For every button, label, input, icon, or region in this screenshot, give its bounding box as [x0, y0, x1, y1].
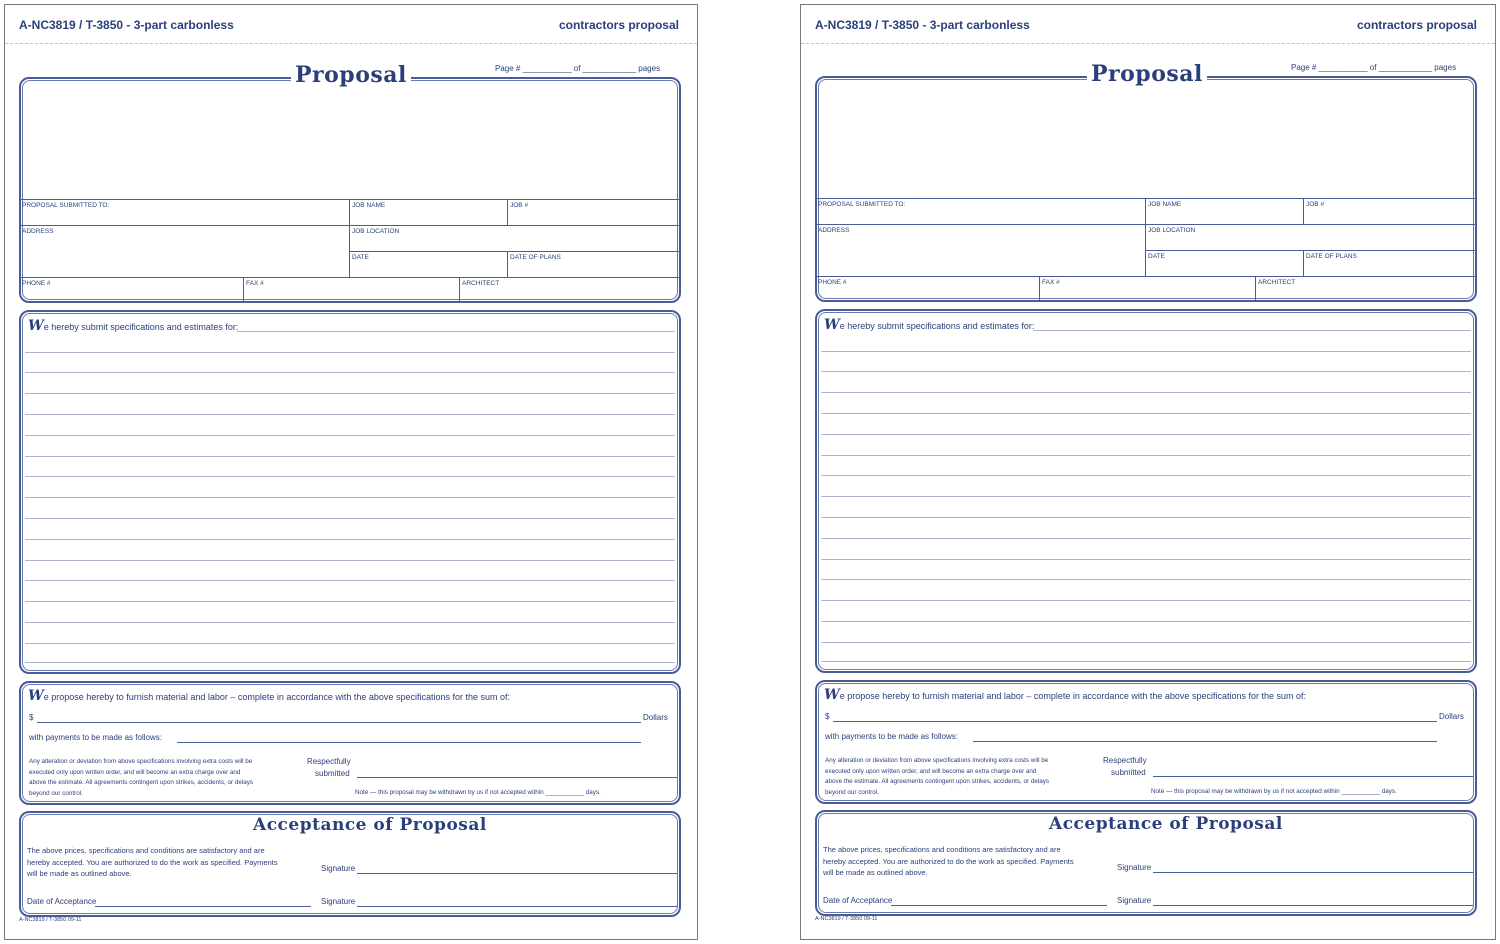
form-title: Proposal: [291, 62, 411, 88]
date-of-plans-label: DATE OF PLANS: [510, 254, 561, 261]
proposal-form-sheet-left: [4, 4, 698, 940]
dollars-label: Dollars: [1439, 712, 1464, 721]
specifications-heading: We hereby submit specifications and estimates for:: [824, 317, 1035, 333]
job-location-label: JOB LOCATION: [1148, 227, 1196, 234]
price-box: [815, 680, 1477, 804]
architect-label: ARCHITECT: [462, 280, 500, 287]
dollar-sign: $: [825, 712, 830, 721]
perforation-line: [5, 43, 697, 44]
proposal-form-sheet-right: [800, 4, 1496, 940]
job-location-label: JOB LOCATION: [352, 228, 400, 235]
acceptance-box: [19, 811, 681, 917]
acceptance-title: Acceptance of Proposal: [249, 815, 491, 835]
job-number-label: JOB #: [1306, 201, 1325, 208]
job-info-box: [815, 76, 1477, 302]
signature-label-2: Signature: [321, 897, 356, 906]
propose-heading: We propose hereby to furnish material and labor – complete in accordance with the above specifications for the sum of:: [28, 688, 510, 704]
form-code: A-NC3819 / T-3850 - 3-part carbonless: [815, 18, 1030, 32]
job-number-label: JOB #: [510, 202, 529, 209]
fax-label: FAX #: [246, 280, 264, 287]
payments-label: with payments to be made as follows:: [29, 733, 162, 742]
acceptance-text: The above prices, specifications and conditions are satisfactory and are hereby accepted. You are authorized to do the work as specified. Payments will be made as outlined above.: [27, 846, 278, 878]
date-of-acceptance-label: Date of Acceptance: [823, 896, 893, 905]
acceptance-box: [815, 810, 1477, 916]
perforation-line: [801, 43, 1495, 44]
date-of-acceptance-label: Date of Acceptance: [27, 897, 97, 906]
page-count: Page # ___________ of ____________ pages: [495, 64, 661, 73]
signature-label-2: Signature: [1117, 896, 1152, 905]
architect-label: ARCHITECT: [1258, 279, 1296, 286]
form-title: Proposal: [1087, 61, 1207, 87]
form-type: contractors proposal: [1356, 18, 1477, 32]
acceptance-title: Acceptance of Proposal: [1045, 814, 1287, 834]
withdraw-note: Note — this proposal may be withdrawn by us if not accepted within ___________ days.: [1151, 788, 1397, 795]
respectfully-label: Respectfully: [1103, 756, 1147, 765]
address-label: ADDRESS: [818, 227, 850, 234]
phone-label: PHONE #: [22, 280, 51, 287]
specifications-heading: We hereby submit specifications and estimates for:: [28, 318, 239, 334]
dollars-label: Dollars: [643, 713, 668, 722]
signature-label-1: Signature: [1117, 863, 1152, 872]
submitted-to-label: PROPOSAL SUBMITTED TO:: [22, 202, 110, 209]
phone-label: PHONE #: [818, 279, 847, 286]
job-info-box: [19, 77, 681, 303]
date-label: DATE: [1148, 253, 1165, 260]
propose-heading: We propose hereby to furnish material and labor – complete in accordance with the above specifications for the sum of:: [824, 687, 1306, 703]
fax-label: FAX #: [1042, 279, 1060, 286]
page-count: Page # ___________ of ____________ pages: [1291, 63, 1457, 72]
form-code: A-NC3819 / T-3850 - 3-part carbonless: [19, 18, 234, 32]
withdraw-note: Note — this proposal may be withdrawn by us if not accepted within ___________ days.: [355, 789, 601, 796]
dollar-sign: $: [29, 713, 34, 722]
form-type: contractors proposal: [558, 18, 679, 32]
signature-label-1: Signature: [321, 864, 356, 873]
job-name-label: JOB NAME: [1148, 201, 1182, 208]
footer-code: A-NC3819 / T-3850 09-11: [19, 917, 82, 923]
date-of-plans-label: DATE OF PLANS: [1306, 253, 1357, 260]
submitted-label: submitted: [315, 769, 350, 778]
specifications-box: [815, 309, 1477, 673]
address-label: ADDRESS: [22, 228, 54, 235]
acceptance-text: The above prices, specifications and conditions are satisfactory and are hereby accepted. You are authorized to do the work as specified. Payments will be made as outlined above.: [823, 845, 1074, 877]
alteration-note: Any alteration or deviation from above specifications involving extra costs will be executed only upon written order, and will become an extra charge over and above the estimate. All agreements contingent upon strikes, accidents, or delays beyond our control.: [29, 758, 254, 797]
payments-label: with payments to be made as follows:: [825, 732, 958, 741]
submitted-to-label: PROPOSAL SUBMITTED TO:: [818, 201, 906, 208]
alteration-note: Any alteration or deviation from above specifications involving extra costs will be executed only upon written order, and will become an extra charge over and above the estimate. All agreements contingent upon strikes, accidents, or delays beyond our control.: [825, 757, 1050, 796]
job-name-label: JOB NAME: [352, 202, 386, 209]
price-box: [19, 681, 681, 805]
respectfully-label: Respectfully: [307, 757, 351, 766]
submitted-label: submitted: [1111, 768, 1146, 777]
date-label: DATE: [352, 254, 369, 261]
footer-code: A-NC3819 / T-3850 09-11: [815, 916, 878, 922]
specifications-box: [19, 310, 681, 674]
